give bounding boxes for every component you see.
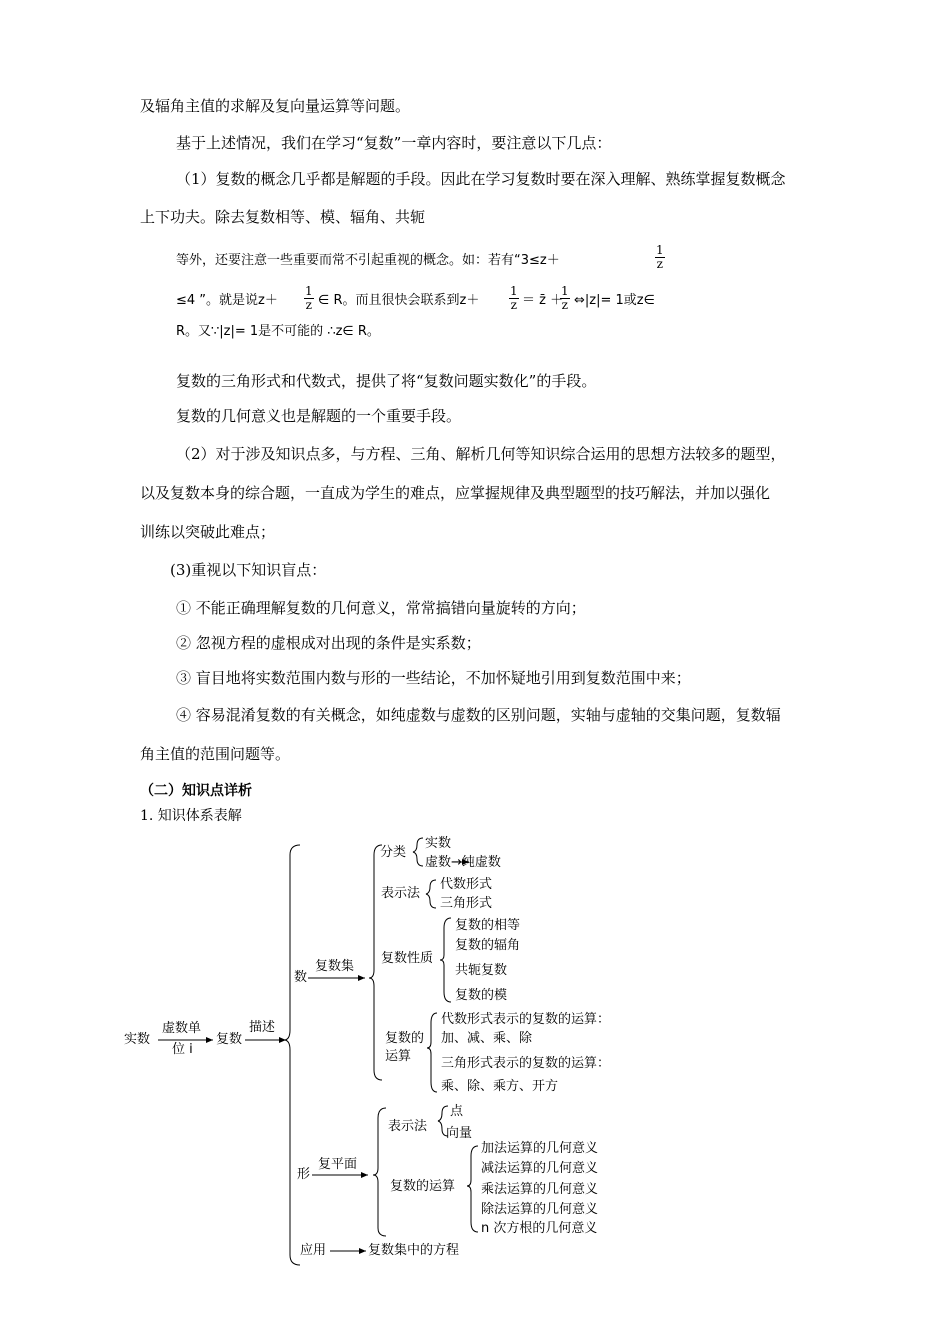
- node-cls-real: 实数: [425, 836, 452, 851]
- text-line-10: (3)重视以下知识盲点：: [170, 561, 327, 579]
- prop-item: 共轭复数: [455, 963, 508, 978]
- ops-alg-title: 代数形式表示的复数的运算：: [441, 1012, 611, 1027]
- section-heading: （二）知识点详析: [140, 783, 252, 799]
- text-line-5: 复数的三角形式和代数式，提供了将“复数问题实数化”的手段。: [176, 372, 597, 390]
- text-line-7: （2）对于涉及知识点多，与方程、三角、解析几何等知识综合运用的思想方法较多的题型，: [176, 445, 786, 463]
- prop-item: 复数的辐角: [455, 938, 521, 953]
- node-repr-tri: 三角形式: [440, 896, 493, 911]
- prop-item: 复数的相等: [455, 918, 521, 933]
- node-complex: 复数: [216, 1032, 243, 1047]
- text-line-15: 角主值的范围问题等。: [140, 745, 291, 763]
- brace-ops: [427, 1013, 437, 1092]
- formula-line-3: R。又∵|z|= 1是不可能的 ∴z∈ R。: [176, 324, 380, 339]
- node-complex-set: 复数集: [315, 959, 355, 974]
- node-apply-target: 复数集中的方程: [368, 1243, 460, 1258]
- text-line-13: ③ 盲目地将实数范围内数与形的一些结论，不加怀疑地引用到复数范围中来；: [176, 669, 691, 687]
- node-plane-repr: 表示法: [388, 1119, 428, 1134]
- node-real: 实数: [124, 1032, 151, 1047]
- brace-props: [440, 918, 451, 1002]
- node-classify: 分类: [380, 845, 407, 860]
- text-line-1: 及辐角主值的求解及复向量运算等问题。: [140, 97, 411, 115]
- ops-alg: 加、减、乘、除: [441, 1031, 533, 1046]
- text-line-8: 以及复数本身的综合题，一直成为学生的难点，应掌握规律及典型题型的技巧解法，并加以强化: [140, 484, 771, 502]
- node-xing: 形: [297, 1167, 311, 1182]
- node-props: 复数性质: [381, 951, 434, 966]
- text-line-9: 训练以突破此难点；: [140, 523, 276, 541]
- text-line-12: ② 忽视方程的虚根成对出现的条件是实系数；: [176, 634, 481, 652]
- node-cls-imag: 虚数→纯虚数: [425, 855, 501, 870]
- formula-line-2c: ＝ z̄ ＋: [522, 293, 564, 308]
- subsection-heading: 1. 知识体系表解: [140, 808, 242, 824]
- node-ops-bottom: 运算: [385, 1049, 412, 1064]
- node-complex-plane: 复平面: [318, 1157, 358, 1172]
- ops-tri: 乘、除、乘方、开方: [441, 1079, 559, 1094]
- formula-line-2a: ≤4 ”。就是说z＋: [176, 293, 278, 308]
- geo-item: 减法运算的几何意义: [481, 1161, 599, 1176]
- geo-item: 加法运算的几何意义: [481, 1141, 599, 1156]
- node-plane-ops: 复数的运算: [390, 1179, 456, 1194]
- node-apply: 应用: [300, 1243, 327, 1258]
- geo-item: 除法运算的几何意义: [481, 1202, 599, 1217]
- prop-item: 复数的模: [455, 988, 508, 1003]
- node-imag-unit-bottom: 位 i: [172, 1042, 193, 1057]
- formula-line-2b: ∈ R。而且很快会联系到z＋: [318, 293, 480, 308]
- node-plane-point: 点: [450, 1104, 464, 1119]
- text-line-3: （1）复数的概念几乎都是解题的手段。因此在学习复数时要在深入理解、熟练掌握复数概念: [176, 170, 786, 188]
- fraction-num: 1: [561, 284, 569, 298]
- node-describe: 描述: [249, 1020, 276, 1035]
- text-line-2: 基于上述情况，我们在学习“复数”一章内容时，要注意以下几点：: [176, 134, 612, 152]
- node-repr: 表示法: [381, 886, 421, 901]
- fraction-den: z: [305, 298, 312, 312]
- node-plane-vector: 向量: [446, 1126, 473, 1141]
- text-line-6: 复数的几何意义也是解题的一个重要手段。: [176, 407, 462, 425]
- formula-line-1: 等外，还要注意一些重要而常不引起重视的概念。如：若有“3≤z＋: [176, 253, 560, 268]
- fraction-den: z: [656, 257, 663, 271]
- text-line-14: ④ 容易混淆复数的有关概念，如纯虚数与虚数的区别问题，实轴与虚轴的交集问题，复数辐: [176, 706, 781, 724]
- fraction-den: z: [561, 298, 568, 312]
- fraction-den: z: [510, 298, 517, 312]
- fraction-num: 1: [656, 243, 664, 257]
- brace-repr: [426, 880, 436, 908]
- node-repr-alg: 代数形式: [440, 877, 493, 892]
- text-line-4: 上下功夫。除去复数相等、模、辐角、共轭: [140, 208, 426, 226]
- brace-plane-ops: [467, 1146, 478, 1232]
- fraction-num: 1: [305, 284, 313, 298]
- fraction-num: 1: [510, 284, 518, 298]
- geo-item: 乘法运算的几何意义: [481, 1182, 599, 1197]
- node-shu: 数: [294, 970, 308, 985]
- ops-tri-title: 三角形式表示的复数的运算：: [441, 1056, 611, 1071]
- node-ops-top: 复数的: [385, 1031, 425, 1046]
- brace-classify: [413, 838, 423, 866]
- text-line-11: ① 不能正确理解复数的几何意义，常常搞错向量旋转的方向；: [176, 599, 586, 617]
- node-imag-unit-top: 虚数单: [162, 1021, 202, 1036]
- main-brace: [284, 845, 300, 1265]
- geo-item: n 次方根的几何意义: [481, 1221, 598, 1236]
- formula-line-2d: ⇔|z|= 1或z∈: [574, 293, 655, 308]
- brace-complex-plane: [373, 1108, 386, 1236]
